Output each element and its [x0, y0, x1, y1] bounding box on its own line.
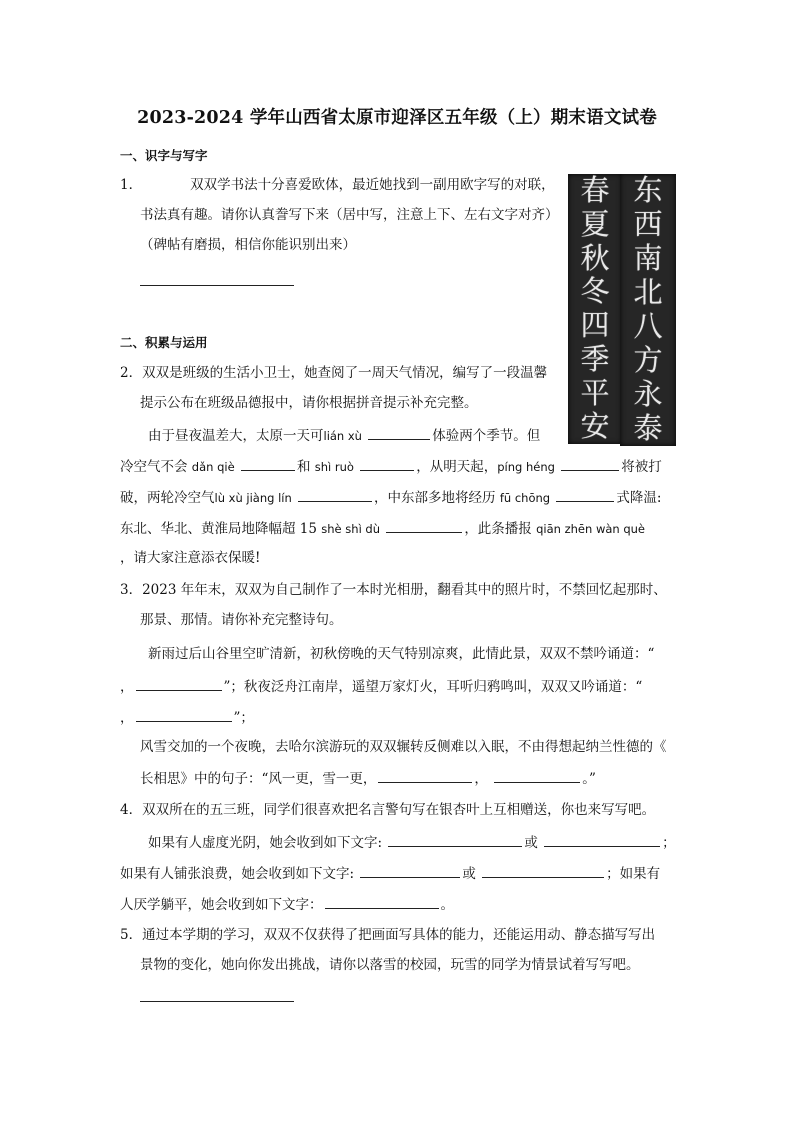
q3-line-6: 风雪交加的一个夜晚，去哈尔滨游玩的双双辗转反侧难以入眠，不由得想起纳兰性德的《: [140, 739, 667, 755]
q2-para-line-5: ，请大家注意添衣保暖!: [120, 550, 261, 566]
blank-quote-1[interactable]: [388, 831, 522, 847]
rubbing-char: 南: [633, 241, 663, 275]
rubbing-char: 秋: [580, 240, 610, 275]
q2-text: ，中东部多地将经历: [374, 490, 496, 506]
blank-quote-2[interactable]: [544, 831, 660, 847]
pinyin-hint: fū chōng: [499, 491, 551, 505]
q3-line-1: [120, 580, 667, 600]
couplet-rubbing-right: [620, 174, 676, 446]
q2-para-line-1: [148, 424, 540, 444]
q2-text: 将被打: [621, 459, 662, 475]
blank-poem-3[interactable]: [378, 767, 472, 783]
q4-text: ；: [662, 835, 676, 851]
q1-line-1: [120, 175, 555, 195]
pinyin-hint: qiān zhēn wàn què: [536, 522, 645, 536]
section-heading-2: 二、积累与运用: [120, 335, 208, 350]
blank-quote-5[interactable]: [325, 893, 439, 909]
couplet-rubbing-left: [568, 174, 622, 444]
q2-text: 式降温:: [616, 490, 662, 506]
q2-text: 破，两轮冷空气: [120, 490, 215, 506]
q5-line-2: 景物的变化，她向你发出挑战，请你以落雪的校园，玩雪的同学为情景试着写写吧。: [140, 957, 640, 973]
blank-danqie[interactable]: [241, 455, 295, 471]
rubbing-char: 方: [633, 343, 663, 377]
q4-line-2: [148, 831, 676, 851]
q2-line-1: [120, 363, 547, 383]
q2-text: ，从明天起，: [416, 459, 498, 475]
q5-line-1: [120, 925, 655, 945]
q3-text: ，: [474, 771, 488, 787]
q4-line-4: [120, 893, 454, 913]
blank-quote-4[interactable]: [482, 862, 604, 878]
q4-line-1: [120, 800, 655, 820]
blank-quote-3[interactable]: [360, 862, 460, 878]
q4-text: 如果有人铺张浪费，她会收到如下文字:: [120, 866, 355, 882]
q2-text: ，此条播报: [464, 521, 532, 537]
q4-text: ；如果有: [606, 866, 661, 882]
q3-line-3: 新雨过后山谷里空旷清新，初秋傍晚的天气特别凉爽，此情此景，双双不禁吟诵道：“: [148, 646, 655, 662]
rubbing-char: 平: [580, 375, 610, 410]
q4-line-3: [120, 862, 660, 882]
q4-text-1: 双双所在的五三班，同学们很喜欢把名言警句写在银杏叶上互相赠送，你也来写写吧。: [142, 802, 656, 818]
q2-text: 体验两个季节。但: [432, 428, 541, 444]
q3-line-7: [140, 767, 596, 787]
rubbing-char: 北: [633, 275, 663, 309]
q2-line-2: 提示公布在班级品德报中，请你根据拼音提示补充完整。: [140, 395, 478, 411]
pinyin-hint: shì ruò: [314, 460, 354, 474]
q4-text: 。: [440, 897, 454, 913]
q3-text: ”；秋夜泛舟江南岸，遥望万家灯火，耳听归鸦鸣叫，双双又吟诵道：“: [223, 679, 643, 695]
blank-poem-4[interactable]: [494, 767, 580, 783]
q4-text: 如果有人虚度光阴，她会收到如下文字:: [148, 835, 383, 851]
q3-text: ，: [120, 710, 134, 726]
q3-number: 3．: [120, 582, 143, 598]
q1-text-1: 双双学书法十分喜爱欧体，最近她找到一副用欧字写的对联，: [190, 177, 555, 193]
rubbing-char: 永: [633, 377, 663, 411]
q5-number: 5．: [120, 927, 143, 943]
pinyin-hint: dǎn qiè: [191, 460, 235, 474]
rubbing-char: 安: [580, 409, 610, 444]
rubbing-char: 春: [580, 173, 610, 207]
rubbing-char: 冬: [580, 274, 610, 309]
q3-line-5: [120, 706, 254, 726]
q1-number: 1．: [120, 177, 143, 193]
blank-poem-1[interactable]: [136, 675, 222, 691]
rubbing-char: 八: [633, 309, 663, 343]
q2-para-line-2: [120, 455, 662, 475]
rubbing-char: 夏: [580, 206, 610, 241]
pinyin-hint: shè shì dù: [321, 522, 381, 536]
q2-text: 和: [296, 459, 311, 475]
pinyin-hint: píng héng: [497, 460, 555, 474]
q1-line-2: 书法真有趣。请你认真誊写下来（居中写，注意上下、左右文字对齐）: [140, 207, 559, 223]
pinyin-hint: lián xù: [323, 429, 362, 443]
rubbing-char: 西: [633, 207, 663, 241]
q1-answer-line[interactable]: [140, 285, 294, 286]
q3-text: ，: [120, 679, 134, 695]
blank-poem-2[interactable]: [136, 706, 232, 722]
blank-pingheng[interactable]: [561, 455, 619, 471]
q3-text: 。”: [582, 771, 596, 787]
q3-line-2: 那景、那情。请你补充完整诗句。: [140, 612, 343, 628]
q1-line-3: （碑帖有磨损，相信你能识别出来）: [140, 237, 356, 253]
exam-title: 2023-2024 学年山西省太原市迎泽区五年级（上）期末语文试卷: [137, 108, 657, 128]
q2-text: 东北、华北、黄淮局地降幅超 15: [120, 521, 317, 537]
blank-lianxu[interactable]: [368, 424, 430, 440]
blank-shiruo[interactable]: [360, 455, 414, 471]
q3-line-4: [120, 675, 642, 695]
rubbing-char: 泰: [633, 411, 663, 445]
q3-text: 长相思》中的句子：“风一更，雪一更，: [140, 771, 377, 787]
q2-text: 冷空气不会: [120, 459, 188, 475]
rubbing-char: 四: [580, 308, 610, 342]
blank-sheshidu[interactable]: [386, 517, 462, 533]
q2-para-line-3: [120, 486, 661, 506]
q2-para-line-4: [120, 517, 645, 537]
q5-answer-line[interactable]: [140, 1001, 294, 1002]
q3-text: ”；: [233, 710, 254, 726]
blank-fuchong[interactable]: [556, 486, 614, 502]
q4-text: 或: [524, 835, 538, 851]
q4-text: 人厌学躺平，她会收到如下文字：: [120, 897, 323, 913]
blank-luxujianglin[interactable]: [298, 486, 372, 502]
q2-text-1: 双双是班级的生活小卫士，她查阅了一周天气情况，编写了一段温馨: [142, 365, 548, 381]
q2-text: 由于昼夜温差大，太原一天可: [148, 428, 324, 444]
q4-number: 4．: [120, 802, 143, 818]
q3-text-1: 2023 年年末，双双为自己制作了一本时光相册，翻看其中的照片时，不禁回忆起那时、: [142, 582, 667, 598]
q2-number: 2．: [120, 365, 143, 381]
q4-text: 或: [462, 866, 476, 882]
q5-text-1: 通过本学期的学习，双双不仅获得了把画面写具体的能力，还能运用动、静态描写写出: [142, 927, 656, 943]
rubbing-char: 东: [633, 173, 663, 207]
pinyin-hint: lù xù jiàng lín: [214, 491, 292, 505]
rubbing-char: 季: [580, 341, 610, 376]
section-heading-1: 一、识字与写字: [120, 148, 208, 163]
